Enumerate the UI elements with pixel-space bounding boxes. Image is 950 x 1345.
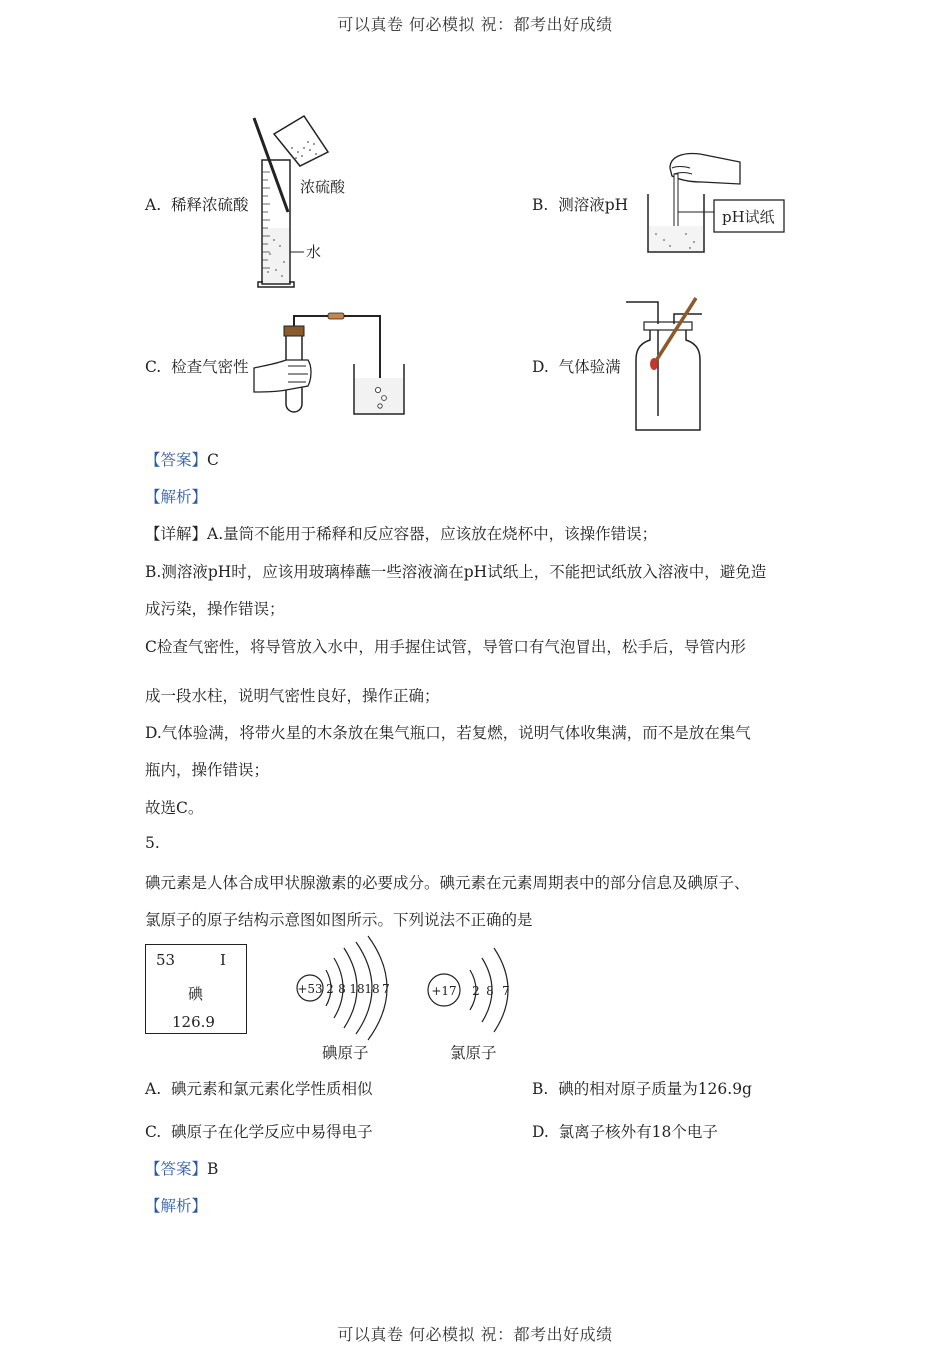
detail-line: 故选C。 xyxy=(145,799,204,817)
element-symbol: I xyxy=(220,951,226,969)
answer-tag: 【答案】 xyxy=(145,1160,208,1178)
hand xyxy=(670,154,740,184)
atomic-mass: 126.9 xyxy=(172,1013,215,1031)
figure-dilute-acid xyxy=(240,112,370,292)
shell-electron-count: 7 xyxy=(502,984,510,998)
option-text: 碘的相对原子质量为126.9g xyxy=(558,1080,752,1098)
nucleus-charge: +17 xyxy=(431,984,457,998)
label-ph-paper: pH试纸 xyxy=(722,208,775,226)
figure-airtightness xyxy=(252,308,412,418)
option-d xyxy=(532,355,621,377)
q5-option-a xyxy=(145,1077,373,1099)
label-concentrated-acid: 浓硫酸 xyxy=(300,178,346,196)
label-water: 水 xyxy=(306,243,322,261)
nucleus-charge: +53 xyxy=(297,982,323,996)
page-header: 可以真卷 何必模拟 祝：都考出好成绩 xyxy=(337,15,613,34)
detail-line: B.测溶液pH时，应该用玻璃棒蘸一些溶液滴在pH试纸上，不能把试纸放入溶液中，避免造 xyxy=(145,563,767,581)
q5-analysis-tag: 【解析】 xyxy=(145,1197,208,1215)
option-letter: D. xyxy=(532,358,549,376)
q5-option-c xyxy=(145,1120,373,1142)
q5-stem-line: 氯原子的原子结构示意图如图所示。下列说法不正确的是 xyxy=(145,911,533,929)
answer-value: B xyxy=(207,1160,219,1178)
option-c xyxy=(145,355,249,377)
shell-electron-count: 2 xyxy=(326,982,334,996)
q5-option-b xyxy=(532,1077,752,1099)
shell-electron-count: 18 xyxy=(364,982,380,996)
figure-measure-ph xyxy=(640,148,790,258)
figure-gas-full-test xyxy=(622,294,712,436)
element-name: 碘 xyxy=(188,985,204,1003)
option-letter: B. xyxy=(532,1080,549,1098)
option-text: 气体验满 xyxy=(558,358,621,376)
shell-electron-count: 8 xyxy=(338,982,346,996)
shell-electron-count: 2 xyxy=(472,984,480,998)
option-text: 碘元素和氯元素化学性质相似 xyxy=(170,1080,373,1098)
detail-line: 瓶内，操作错误； xyxy=(145,761,270,779)
detail-line: C检查气密性，将导管放入水中，用手握住试管，导管口有气泡冒出，松手后，导管内形 xyxy=(145,638,746,656)
option-b xyxy=(532,193,628,215)
option-letter: A. xyxy=(145,1080,162,1098)
option-letter: D. xyxy=(532,1123,549,1141)
detail-line: 成污染，操作错误； xyxy=(145,600,285,618)
atomic-number: 53 xyxy=(156,951,176,969)
q4-analysis-tag: 【解析】 xyxy=(145,488,208,506)
answer-tag: 【答案】 xyxy=(145,451,208,469)
detail-line: 成一段水柱，说明气密性良好，操作正确； xyxy=(145,687,440,705)
periodic-table-cell xyxy=(145,944,247,1034)
option-text: 氯离子核外有18个电子 xyxy=(558,1123,718,1141)
q5-option-d xyxy=(532,1120,718,1142)
answer-value: C xyxy=(207,451,219,469)
q5-answer xyxy=(145,1157,218,1179)
option-text: 稀释浓硫酸 xyxy=(170,196,249,214)
page-footer: 可以真卷 何必模拟 祝：都考出好成绩 xyxy=(337,1325,613,1344)
option-letter: C. xyxy=(145,358,162,376)
option-a xyxy=(145,193,249,215)
q5-stem-line: 碘元素是人体合成甲状腺激素的必要成分。碘元素在元素周期表中的部分信息及碘原子、 xyxy=(145,874,750,892)
iodine-caption: 碘原子 xyxy=(322,1044,369,1062)
iodine-atom-diagram xyxy=(290,934,410,1042)
shell-electron-count: 8 xyxy=(486,984,494,998)
option-text: 测溶液pH xyxy=(558,196,629,214)
option-letter: C. xyxy=(145,1123,162,1141)
option-letter: A. xyxy=(145,196,162,214)
q5-number: 5. xyxy=(145,834,160,852)
option-text: 检查气密性 xyxy=(171,358,249,376)
chlorine-atom-diagram xyxy=(420,944,520,1034)
option-text: 碘原子在化学反应中易得电子 xyxy=(171,1123,373,1141)
ember xyxy=(650,358,658,370)
shell-electron-count: 18 xyxy=(349,982,365,996)
hand xyxy=(254,360,311,392)
q4-answer xyxy=(145,448,219,470)
option-letter: B. xyxy=(532,196,549,214)
detail-line: D.气体验满，将带火星的木条放在集气瓶口，若复燃，说明气体收集满，而不是放在集气 xyxy=(145,724,751,742)
detail-line: 【详解】A.量筒不能用于稀释和反应容器，应该放在烧杯中，该操作错误； xyxy=(145,525,658,543)
shell-electron-count: 7 xyxy=(382,982,390,996)
chlorine-caption: 氯原子 xyxy=(450,1044,497,1062)
